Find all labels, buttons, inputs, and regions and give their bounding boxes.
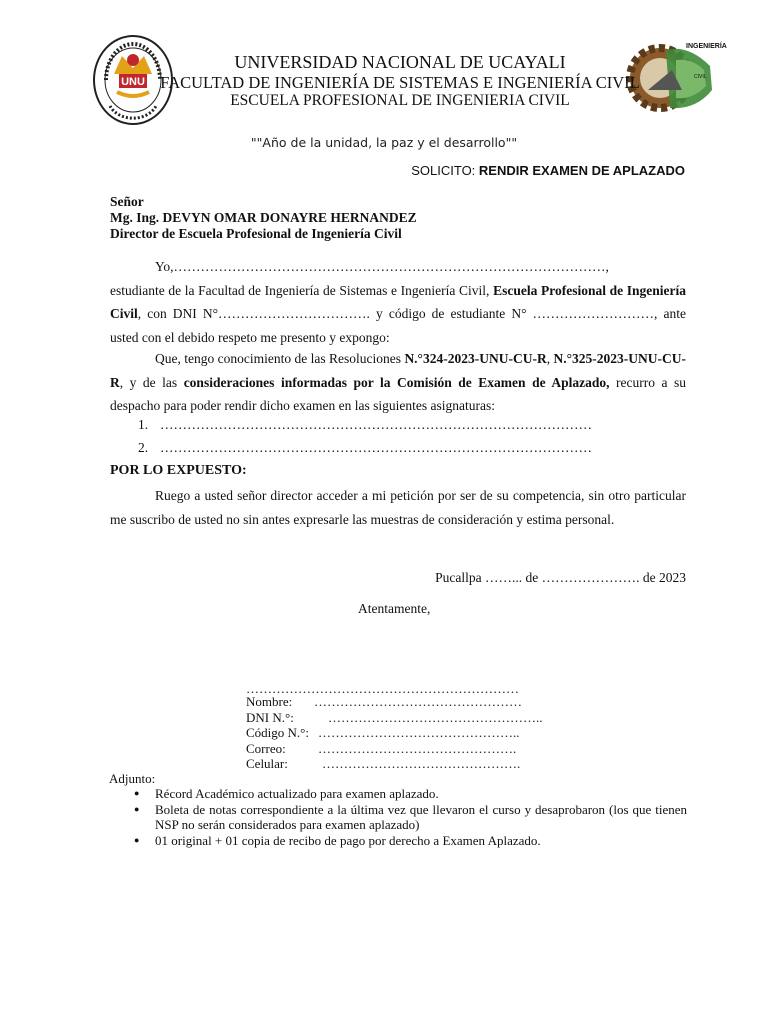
signature-field-name <box>246 695 522 708</box>
school-name: ESCUELA PROFESIONAL DE INGENIERIA CIVIL <box>230 92 570 109</box>
list-item <box>138 417 592 433</box>
svg-text:CIVIL: CIVIL <box>694 74 707 80</box>
resolution-324: N.°324-2023-UNU-CU-R <box>404 351 547 366</box>
p1-school-bold: Escuela Profesional de Ingeniería Civil <box>110 282 686 321</box>
list-item: ● Récord Académico actualizado para examen aplazado. <box>134 786 687 802</box>
addressee-title: Director de Escuela Profesional de Ingeniería Civil <box>110 226 402 241</box>
field-blank: ……………………………………….. <box>318 725 520 740</box>
p1-text-c: , con DNI N°……………………………. y código de estudiante N° ………………………, ante usted con el debido respeto me presento y expongo: <box>110 306 686 345</box>
request-subject: RENDIR EXAMEN DE APLAZADO <box>478 163 685 178</box>
paragraph-identification <box>110 255 686 349</box>
signature-field-email <box>246 742 516 755</box>
addressee-greeting: Señor <box>110 194 144 209</box>
blank-name-field: Yo,……………………………………………………………………………………, <box>155 259 609 274</box>
list-item-blank: …………………………………………………………………………………… <box>160 440 592 455</box>
p2-text-a: Que, tengo conocimiento de las Resoluciones <box>155 351 405 366</box>
p2-text-e: , y de las <box>119 374 184 390</box>
svg-text:INGENIERÍA: INGENIERÍA <box>686 43 727 50</box>
list-item <box>138 440 592 456</box>
section-heading: POR LO EXPUESTO: <box>110 463 247 478</box>
resolution-325: N.°325-2023-UNU-CU-R <box>110 351 686 390</box>
field-blank: ………………………………………… <box>314 694 522 709</box>
signature-field-phone <box>246 757 520 770</box>
paragraph-request: Ruego a usted señor director acceder a mi petición por ser de su competencia, sin otro particular me suscribo de usted no sin antes expresarle las muestras de consideración y estima personal. <box>110 488 686 527</box>
signature-field-code <box>246 726 520 739</box>
field-blank: ………………………………………. <box>322 756 521 771</box>
list-item-number: 2. <box>138 440 149 455</box>
commission-considerations: consideraciones informadas por la Comisión de Examen de Aplazado, <box>183 374 610 390</box>
list-item: ● 01 original + 01 copia de recibo de pago por derecho a Examen Aplazado. <box>134 833 687 849</box>
field-label: Celular: <box>246 756 288 771</box>
field-blank: ………………………………………. <box>318 741 517 756</box>
signature-line: ……………………………………………………… <box>246 681 519 696</box>
list-item-blank: …………………………………………………………………………………… <box>160 417 592 432</box>
addressee-name: Mg. Ing. DEVYN OMAR DONAYRE HERNANDEZ <box>110 210 417 225</box>
field-label: Correo: <box>246 741 286 756</box>
paragraph-resolutions <box>110 347 686 418</box>
field-label: Nombre: <box>246 694 293 709</box>
year-motto: ""Año de la unidad, la paz y el desarrollo"" <box>250 135 518 150</box>
p1-text-a: estudiante de la Facultad de Ingeniería de Sistemas e Ingeniería Civil, <box>110 282 494 298</box>
list-item-number: 1. <box>138 417 149 432</box>
p2-text-c: , <box>546 351 554 366</box>
svg-text:UNU: UNU <box>121 76 145 88</box>
request-label: SOLICITO: <box>411 163 479 178</box>
attachments-list <box>134 786 687 848</box>
p2-text-g: recurro a su despacho para poder rendir dicho examen en las siguientes asignaturas: <box>110 374 687 413</box>
place-date-line: Pucallpa ……... de …………………. de 2023 <box>435 570 686 585</box>
field-label: Código N.°: <box>246 725 309 740</box>
field-blank: ………………………………………….. <box>328 710 543 725</box>
signature-field-dni <box>246 711 543 724</box>
faculty-name: FACULTAD DE INGENIERÍA DE SISTEMAS E INGENIERÍA CIVIL <box>160 73 640 92</box>
university-name: UNIVERSIDAD NACIONAL DE UCAYALI <box>234 52 566 72</box>
field-label: DNI N.°: <box>246 710 294 725</box>
request-subject-line <box>411 163 685 178</box>
attachments-label: Adjunto: <box>109 771 156 786</box>
list-item: ● Boleta de notas correspondiente a la última vez que llevaron el curso y desaprobaron (los que tienen NSP no serán considerados para examen aplazado) <box>134 802 687 833</box>
closing-regards: Atentamente, <box>358 601 431 616</box>
